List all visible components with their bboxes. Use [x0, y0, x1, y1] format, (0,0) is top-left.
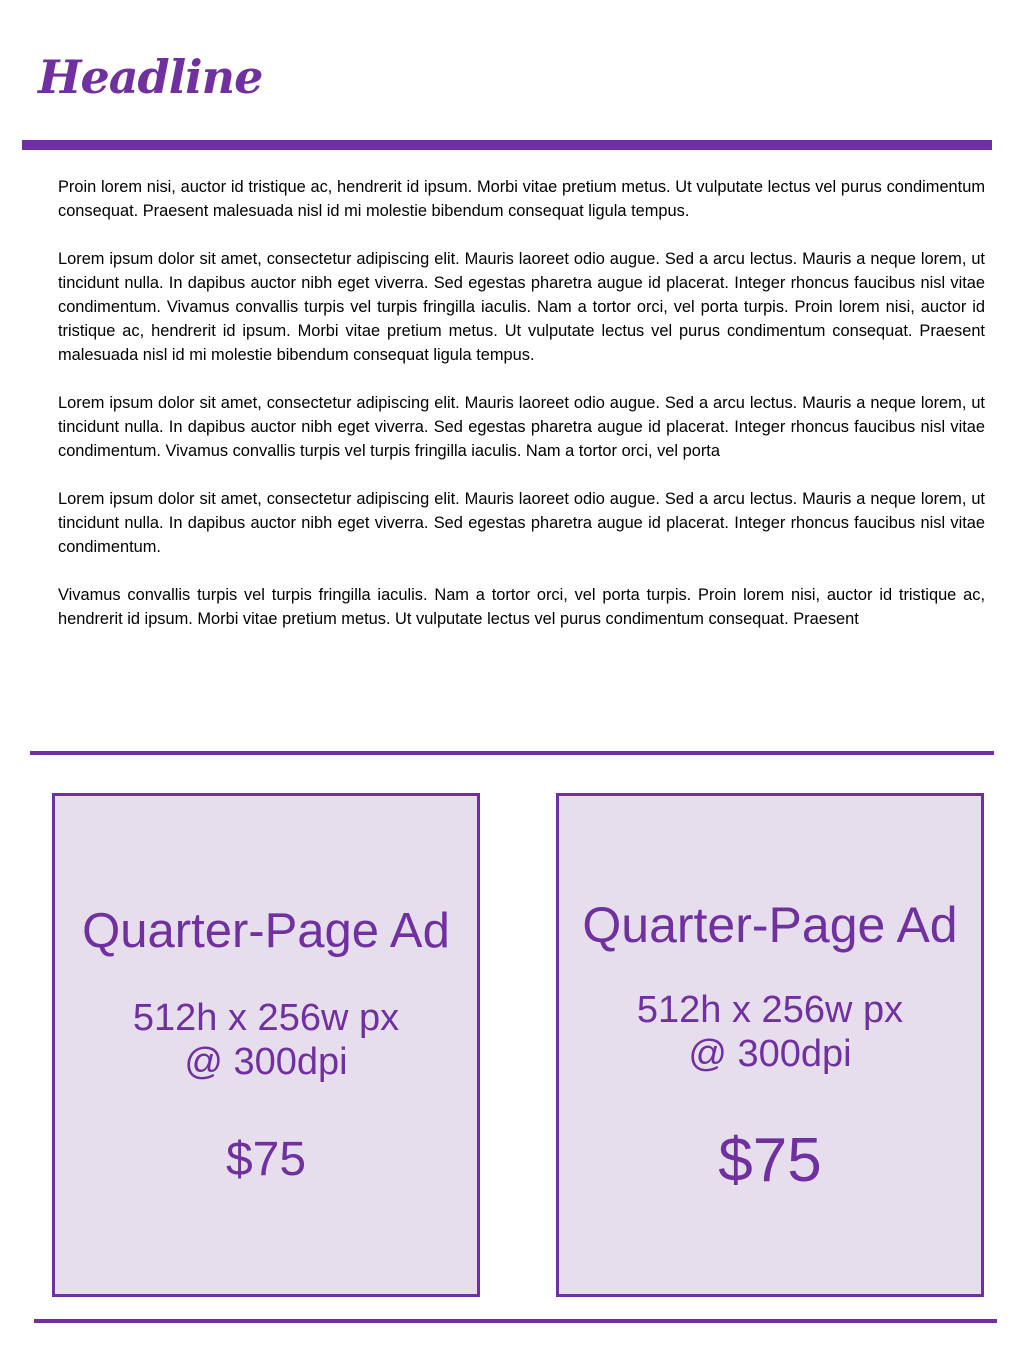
ad-price: $75: [718, 1126, 822, 1195]
ad-title: Quarter-Page Ad: [82, 904, 450, 958]
ad-price: $75: [225, 1133, 307, 1186]
paragraph: Lorem ipsum dolor sit amet, consectetur adipiscing elit. Mauris laoreet odio augue. Sed a arcu lectus. Mauris a neque lorem, ut tincidunt nulla. In dapibus auctor nibh eget viverra. Sed egestas pharetra augue id placerat. Integer rhoncus faucibus nisl vitae condimentum. Vivamus convallis turpis vel turpis fringilla iaculis. Nam a tortor orci, vel porta turpis. Proin lorem nisi, auctor id tristique ac, hendrerit id ipsum. Morbi vitae pretium metus. Ut vulputate lectus vel purus condimentum consequat. Praesent malesuada nisl id mi molestie bibendum consequat ligula tempus.: [58, 250, 985, 364]
top-divider: [22, 140, 992, 150]
ad-resolution-line: @ 300dpi: [688, 1033, 852, 1075]
ad-dimensions: [559, 988, 981, 1076]
page-headline: Headline: [38, 50, 263, 104]
ad-size-line: 512h x 256w px: [636, 989, 904, 1031]
paragraph: Lorem ipsum dolor sit amet, consectetur adipiscing elit. Mauris laoreet odio augue. Sed a arcu lectus. Mauris a neque lorem, ut tincidunt nulla. In dapibus auctor nibh eget viverra. Sed egestas pharetra augue id placerat. Integer rhoncus faucibus nisl vitae condimentum. Vivamus convallis turpis vel turpis fringilla iaculis. Nam a tortor orci, vel porta: [58, 394, 985, 460]
ad-title: Quarter-Page Ad: [582, 897, 958, 953]
paragraph: Proin lorem nisi, auctor id tristique ac, hendrerit id ipsum. Morbi vitae pretium metus. Ut vulputate lectus vel purus condimentum consequat. Praesent malesuada nisl id mi molestie bibendum consequat ligula tempus.: [58, 178, 985, 220]
ad-placeholder-left: [52, 793, 480, 1297]
ad-size-line: 512h x 256w px: [132, 997, 400, 1039]
middle-divider: [30, 751, 994, 755]
paragraph: Lorem ipsum dolor sit amet, consectetur adipiscing elit. Mauris laoreet odio augue. Sed a arcu lectus. Mauris a neque lorem, ut tincidunt nulla. In dapibus auctor nibh eget viverra. Sed egestas pharetra augue id placerat. Integer rhoncus faucibus nisl vitae condimentum.: [58, 490, 985, 556]
ad-dimensions: [55, 996, 477, 1084]
ad-placeholder-right: [556, 793, 984, 1297]
paragraph: Vivamus convallis turpis vel turpis fringilla iaculis. Nam a tortor orci, vel porta turpis. Proin lorem nisi, auctor id tristique ac, hendrerit id ipsum. Morbi vitae pretium metus. Ut vulputate lectus vel purus condimentum consequat. Praesent: [58, 586, 985, 628]
bottom-divider: [34, 1319, 997, 1323]
article-body: [58, 175, 985, 655]
ad-resolution-line: @ 300dpi: [184, 1041, 348, 1083]
